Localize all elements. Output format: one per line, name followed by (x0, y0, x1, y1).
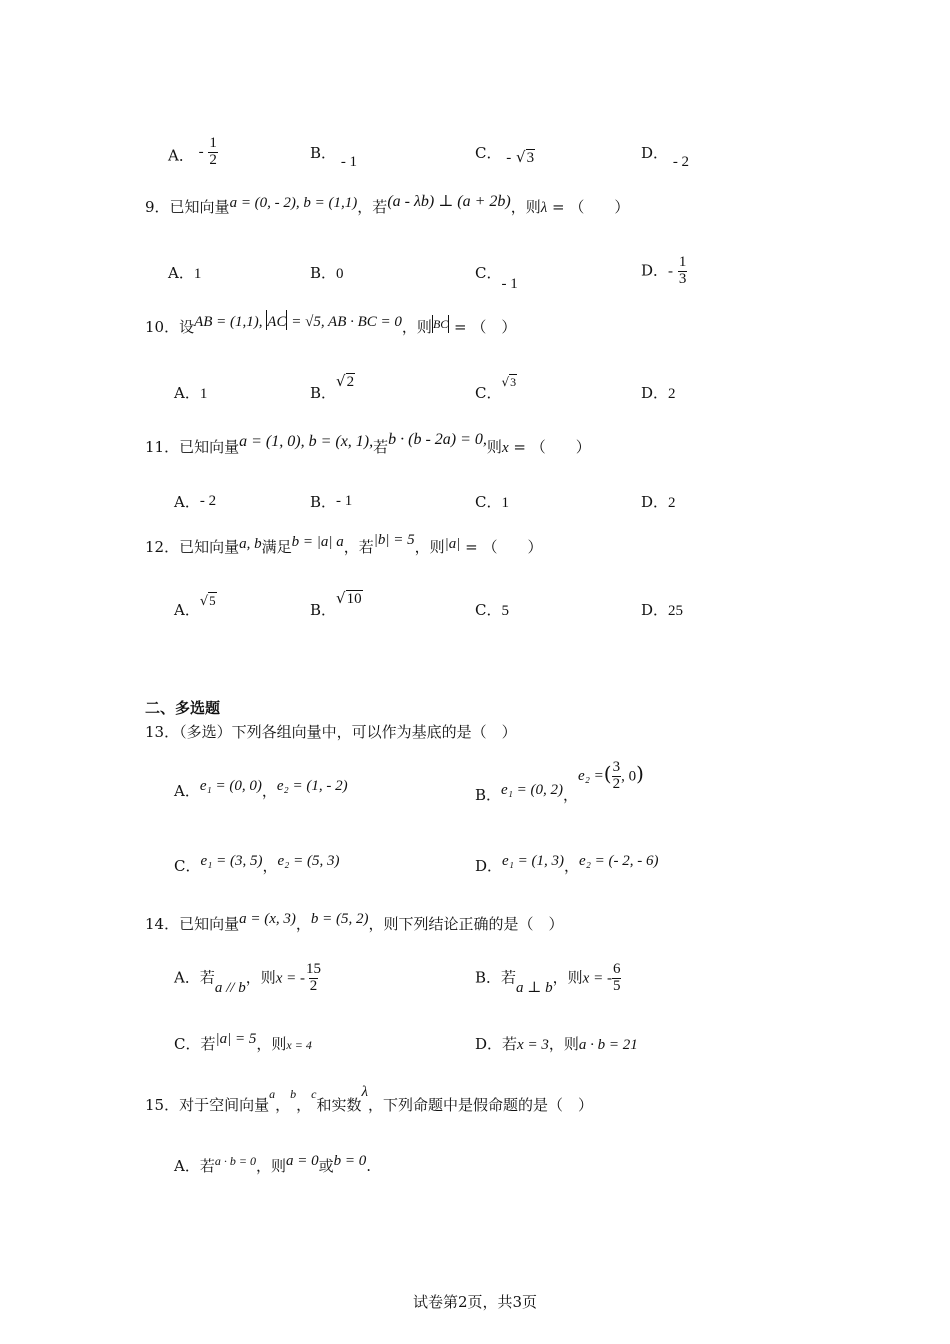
q9-option-a: A．1 (168, 264, 202, 282)
q13-option-c: C．e₁ = (3, 5)，e₂ = (5, 3) (174, 853, 340, 875)
q10-option-b: B．√2 (310, 372, 355, 402)
math-expr: (a - λb) ⊥ (a + 2b) (387, 193, 511, 210)
fraction: $\frac{3}{2}$ (612, 759, 621, 792)
fraction: $\frac{1}{3}$ (678, 254, 687, 287)
q8-option-c: C． - √3 (475, 144, 535, 166)
section-title: 二、多选题 (145, 699, 221, 717)
q13-option-a: A．e₁ = (0, 0)，e₂ = (1, - 2) (174, 778, 348, 800)
sqrt: √2 (336, 372, 355, 390)
question-12: 12．已知向量a, b满足b = |a| a，若|b| = 5，则|a| = （ ） (145, 532, 543, 556)
q12-option-b: B．√10 (310, 589, 362, 619)
math-expr: b = |a| a (291, 534, 344, 550)
q13-option-b: B．e₁ = (0, 2)，e₂ =( $\frac{3}{2}$ , 0) (475, 759, 644, 805)
fraction: $\frac{15}{2}$ (306, 961, 321, 994)
math-expr: AB = (1,1), (194, 314, 267, 330)
sqrt: √10 (336, 589, 362, 607)
question-13: 13．（多选）下列各组向量中，可以作为基底的是（ ） (145, 723, 517, 741)
q12-option-d: D．25 (641, 601, 684, 619)
math-expr: |b| = 5 (373, 532, 415, 548)
page-footer: 试卷第2页，共3页 (412, 1293, 538, 1311)
q8-option-a: A． - $\frac{1}{2}$ (168, 135, 217, 168)
q8-option-b: B． - 1 (310, 144, 358, 170)
q14-option-b: B．若a ⊥ b，则x = - $\frac{6}{5}$ (475, 961, 621, 997)
q15-option-a: A．若$^{a \cdot b = 0}$，则a = 0或b = 0. (174, 1153, 372, 1175)
fraction: $\frac{1}{2}$ (209, 135, 217, 168)
q10-option-a: A．1 (174, 384, 208, 402)
fraction: $\frac{6}{5}$ (612, 961, 621, 994)
q8-option-d: D． - 2 (641, 144, 690, 170)
q14-option-d: D．若x = 3，则a · b = 21 (475, 1035, 638, 1053)
q9-option-c: C．- 1 (475, 264, 518, 292)
q14-option-a: A．若a // b，则x = - $\frac{15}{2}$ (174, 961, 321, 997)
sqrt: √5 (199, 593, 216, 609)
math-expr: a = (0, - 2), b = (1,1) (229, 195, 358, 211)
q11-option-a: A．- 2 (174, 493, 217, 511)
question-10: 10．设AB = (1,1), AC = √5, AB · BC = 0，则$^{BC}$ = （ ） (145, 316, 516, 338)
sqrt: √3 (516, 148, 535, 166)
q14-option-c: C．若|a| = 5，则x = 4 (174, 1031, 312, 1053)
question-15: 15．对于空间向量$^a$，$^b$，$^c$和实数λ，下列命题中是假命题的是（ ） (145, 1084, 593, 1114)
q13-option-d: D．e₁ = (1, 3)，e₂ = (- 2, - 6) (475, 853, 659, 875)
q11-option-d: D．2 (641, 493, 676, 511)
q9-option-d: D．- $\frac{1}{3}$ (641, 254, 687, 287)
question-14: 14．已知向量a = (x, 3)，b = (5, 2)，则下列结论正确的是（ ） (145, 911, 564, 933)
question-9: 9．已知向量a = (0, - 2), b = (1,1)，若(a - λb) ⊥ (a + 2b)，则λ = （ ） (145, 193, 630, 216)
math-expr: b · (b - 2a) = 0, (388, 431, 487, 448)
q10-option-d: D．2 (641, 384, 676, 402)
math-expr: a = (1, 0), b = (x, 1), (239, 433, 374, 450)
q11-option-b: B．- 1 (310, 493, 353, 511)
q9-option-b: B．0 (310, 264, 344, 282)
q12-option-a: A．√5 (174, 593, 216, 619)
sqrt: √3 (501, 375, 517, 389)
question-11: 11．已知向量a = (1, 0), b = (x, 1),若b · (b - 2a) = 0,则x = （ ） (145, 431, 591, 456)
q11-option-c: C．1 (475, 493, 509, 511)
q12-option-c: C．5 (475, 601, 509, 619)
q10-option-c: C．√3 (475, 375, 517, 402)
